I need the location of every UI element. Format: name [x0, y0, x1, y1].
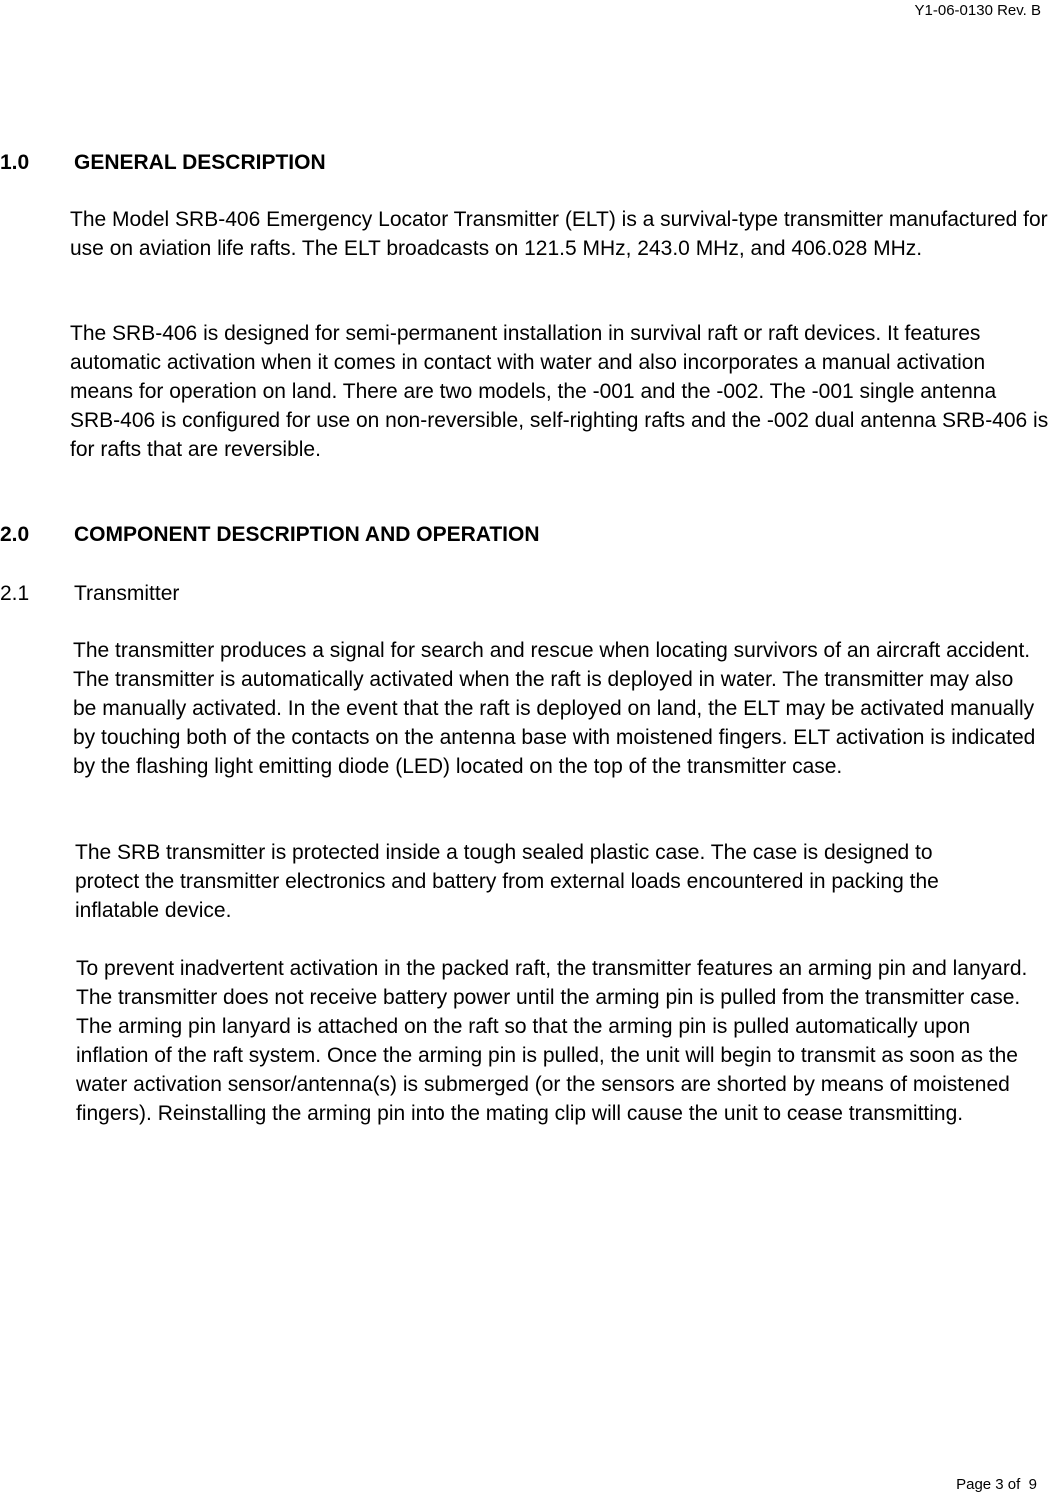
paragraph-general-description-1: The Model SRB-406 Emergency Locator Transmitter (ELT) is a survival-type transmitter manufactured for use on aviation life rafts. The ELT broadcasts on 121.5 MHz, 243.0 MHz, and 406.028 MHz. [70, 208, 1048, 260]
paragraph-general-description-2: The SRB-406 is designed for semi-permanent installation in survival raft or raft devices. It features automatic activation when it comes in contact with water and also incorporates a manual activation means for operation on land. There are two models, the -001 and the -002. The -001 single antenna SRB-406 is configured for use on non-reversible, self-righting rafts and the -002 dual antenna SRB-406 is for rafts that are reversible. [70, 322, 1049, 461]
section-number: 2.0 [0, 523, 30, 546]
section-heading-component-description [0, 522, 540, 548]
paragraph-transmitter-3: To prevent inadvertent activation in the packed raft, the transmitter features an arming pin and lanyard. The transmitter does not receive battery power until the arming pin is pulled from the transmitter case. The arming pin lanyard is attached on the raft so that the arming pin is pulled automatically upon inflation of the raft system. Once the arming pin is pulled, the unit will begin to transmit as soon as the water activation sensor/antenna(s) is submerged (or the sensors are shorted by means of moistened fingers). Reinstalling the arming pin into the mating clip will cause the unit to cease transmitting. [76, 957, 1028, 1125]
page-number: Page 3 of 9 [956, 1476, 1037, 1493]
section-title: COMPONENT DESCRIPTION AND OPERATION [74, 523, 540, 546]
section-number: 1.0 [0, 151, 30, 174]
section-title: GENERAL DESCRIPTION [74, 151, 326, 174]
subsection-heading-transmitter [0, 581, 179, 607]
section-heading-general-description [0, 150, 326, 176]
document-id: Y1-06-0130 Rev. B [914, 2, 1041, 19]
subsection-number: 2.1 [0, 582, 30, 605]
paragraph-transmitter-1: The transmitter produces a signal for search and rescue when locating survivors of an aircraft accident. The transmitter is automatically activated when the raft is deployed in water. The transmitter may also be manually activated. In the event that the raft is deployed on land, the ELT may be activated manually by touching both of the contacts on the antenna base with moistened fingers. ELT activation is indicated by the flashing light emitting diode (LED) located on the top of the transmitter case. [73, 639, 1036, 778]
subsection-title: Transmitter [74, 582, 180, 605]
paragraph-transmitter-2: The SRB transmitter is protected inside a tough sealed plastic case. The case is designed to protect the transmitter electronics and battery from external loads encountered in packing the inflatable device. [75, 841, 939, 922]
